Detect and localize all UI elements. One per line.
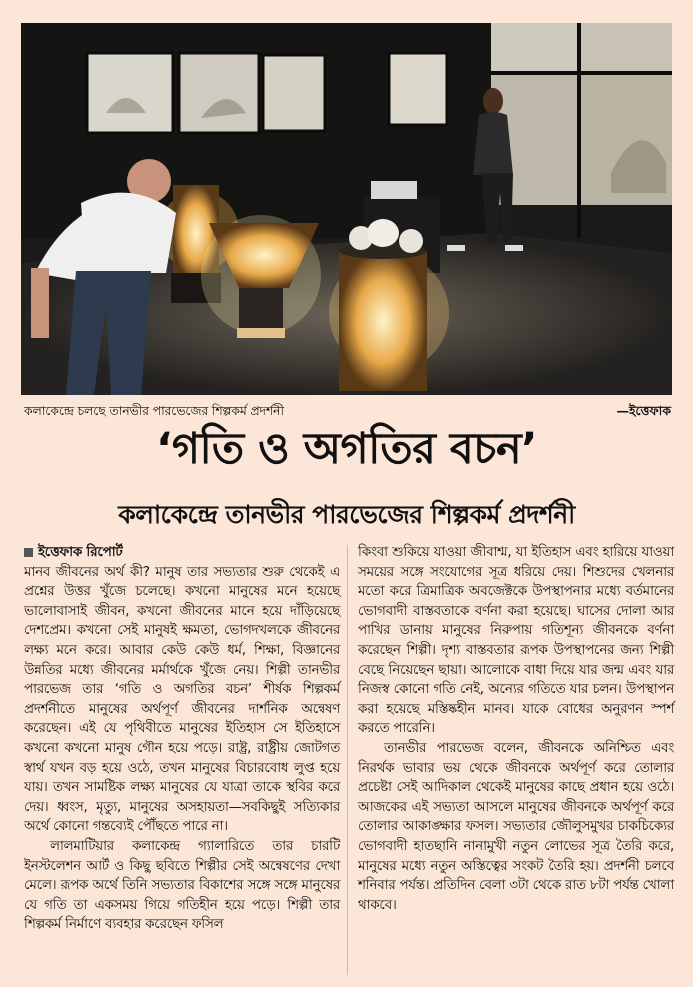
byline-square-icon	[24, 548, 33, 557]
article-column-left	[24, 543, 340, 935]
paragraph: লালমাটিয়ার কলাকেন্দ্র গ্যালারিতে তার চারটি ইনস্টলেশন আর্ট ও কিছু ছবিতে শিল্পীর সেই অন্বেষণের দেখা মেলে। রূপক অর্থে তিনি সভ্যতার বিকাশের সঙ্গে সঙ্গে মানুষের যে গতি তা একসময় গিয়ে গতিহীন হয়ে পড়ে। শিল্পী তার শিল্পকর্ম নির্মাণে ব্যবহার করেছেন ফসিল	[24, 838, 340, 933]
paragraph: মানব জীবনের অর্থ কী? মানুষ তার সভ্যতার শুরু থেকেই এ প্রশ্নের উত্তর খুঁজে চলেছে। কখনো মানুষের মনে হয়েছে ভালোবাসাই জীবন, কখনো জীবনের মানে হয়ে দাঁড়িয়েছে দেশপ্রেম। কখনো সেই মানুষই ক্ষমতা, ভোগদখলকে জীবনের লক্ষ্য মনে করে। আবার কেউ কেউ ধর্ম, শিক্ষা, বিজ্ঞানের উন্নতির মধ্যে জীবনের মর্মার্থকে খুঁজে নেয়। শিল্পী তানভীর পারভেজ তার ‘গতি ও অগতির বচন’ শীর্ষক শিল্পকর্ম প্রদর্শনীতে মানুষের অর্থপূর্ণ জীবনের দার্শনিক অন্বেষণ করেছেন। এই যে পৃথিবীতে মানুষের ইতিহাস সে ইতিহাসে কখনো কখনো মানুষ গৌন হয়ে পড়ে। রাষ্ট্র, রাষ্ট্রীয় জোটগত স্বার্থ যখন বড় হয়ে ওঠে, তখন মানুষের বিচারবোধ লুপ্ত হয়ে যায়। তখন সামষ্টিক লক্ষ্য মানুষের যে যাত্রা তাকে স্থবির করে দেয়। ধ্বংস, মৃত্যু, মানুষের অসহায়তা—সবকিছুই সত্যিকার অর্থে কোনো গন্তব্যেই পৌঁছতে পারে না।	[24, 564, 340, 835]
byline-text: ইত্তেফাক রিপোর্ট	[38, 545, 123, 560]
paragraph: তানভীর পারভেজ বলেন, জীবনকে অনিশ্চিত এবং নিরর্থক ভাবার ভয় থেকে জীবনকে অর্থপূর্ণ করে তোলার প্রচেষ্টা সেই আদিকাল থেকেই মানুষের কাছে প্রধান হয়ে ওঠে। আজকের এই সভ্যতা আসলে মানুষের জীবনকে অর্থপূর্ণ করে তোলার আকাঙ্ক্ষার ফসল। সভ্যতার জৌলুসমুখর চাকচিক্যের ভোগবাদী হাতছানি নানামুখী নতুন লোভের সূত্র তৈরি করে, মানুষের মধ্যে নতুন অস্তিত্বের সংকট তৈরি হয়। প্রদর্শনী চলবে শনিবার পর্যন্ত। প্রতিদিন বেলা ৩টা থেকে রাত ৮টা পর্যন্ত খোলা থাকবে।	[358, 740, 674, 913]
photo-credit: —ইত্তেফাক	[616, 403, 671, 418]
article-column-right	[358, 543, 674, 915]
column-divider	[347, 545, 348, 975]
subheadline: কলাকেন্দ্রে তানভীর পারভেজের শিল্পকর্ম প্রদর্শনী	[118, 500, 575, 529]
exhibition-photo	[21, 23, 672, 395]
byline	[24, 543, 340, 563]
photo-caption: কলাকেন্দ্রে চলছে তানভীর পারভেজের শিল্পকর্ম প্রদর্শনী	[24, 403, 284, 418]
headline: ‘গতি ও অগতির বচন’	[156, 424, 537, 474]
paragraph: কিংবা শুকিয়ে যাওয়া জীবাশ্ম, যা ইতিহাস এবং হারিয়ে যাওয়া সময়ের সঙ্গে সংযোগের সূত্র ধরিয়ে দেয়। শিশুদের খেলনার মতো করে ত্রিমাত্রিক অবজেক্টকে উপস্থাপনার মধ্যে বর্তমানের ভোগবাদী বাস্তবতাকে বর্ণনা করা হয়েছে। ঘাসের দোলা আর পাখির ডানায় মানুষের নিরুপায় গতিশূন্য জীবনকে বর্ণনা করেছেন শিল্পী। দৃশ্য বাস্তবতার রূপক উপস্থাপনের জন্য শিল্পী বেছে নিয়েছেন ছায়া। আলোকে বাধা দিয়ে যার জন্ম এবং যার নিজস্ব কোনো গতি নেই, অন্যের গতিতে যার চলন। উপস্থাপন করা হয়েছে মস্তিষ্কহীন মানব। যাকে বোধের অনুরণন স্পর্শ করতে পারেনি।	[358, 545, 674, 737]
